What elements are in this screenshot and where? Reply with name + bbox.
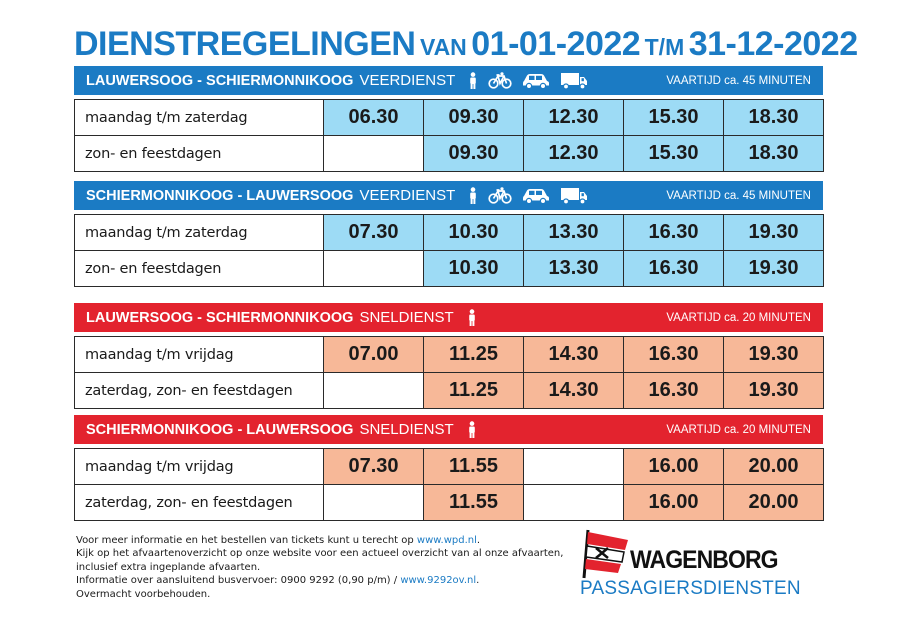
departure-time: 20.00: [724, 449, 824, 485]
service-type: VEERDIENST: [359, 72, 456, 89]
person-icon: [468, 187, 478, 204]
bicycle-icon: [488, 187, 512, 204]
departure-time: 11.55: [424, 449, 524, 485]
departure-time: 19.30: [724, 215, 824, 251]
departure-time: 09.30: [424, 136, 524, 172]
wpd-link[interactable]: www.wpd.nl: [416, 535, 477, 546]
route-banner: [74, 415, 823, 444]
truck-icon: [560, 72, 588, 90]
wagenborg-logo: [578, 524, 801, 604]
empty-cell: [524, 485, 624, 521]
departure-time: 07.00: [324, 337, 424, 373]
departure-time: 10.30: [424, 215, 524, 251]
departure-time: 16.30: [624, 251, 724, 287]
departure-time: 20.00: [724, 485, 824, 521]
route-banner: [74, 181, 823, 210]
departure-time: 07.30: [324, 449, 424, 485]
flag-icon: [578, 526, 638, 580]
days-label: zaterdag, zon- en feestdagen: [75, 373, 324, 409]
timetable: [74, 448, 824, 521]
departure-time: 18.30: [724, 136, 824, 172]
days-label: maandag t/m vrijdag: [75, 337, 324, 373]
table-row: [75, 337, 824, 373]
footer-text: .: [476, 535, 481, 546]
transport-icons: [463, 187, 593, 205]
departure-time: 13.30: [524, 251, 624, 287]
title-main: DIENSTREGELINGEN: [74, 25, 416, 63]
title-to-date: 31-12-2022: [688, 25, 858, 63]
departure-time: 16.30: [624, 337, 724, 373]
departure-time: 16.30: [624, 373, 724, 409]
person-icon: [467, 421, 477, 438]
departure-time: 19.30: [724, 373, 824, 409]
departure-time: 06.30: [324, 100, 424, 136]
sailing-time: VAARTIJD ca. 45 MINUTEN: [666, 74, 811, 87]
departure-time: 12.30: [524, 100, 624, 136]
departure-time: 12.30: [524, 136, 624, 172]
empty-cell: [524, 449, 624, 485]
departure-time: 16.00: [624, 485, 724, 521]
departure-time: 15.30: [624, 100, 724, 136]
footer-text: .: [476, 575, 480, 587]
person-icon: [467, 309, 477, 326]
service-type: VEERDIENST: [359, 187, 456, 204]
departure-time: 16.30: [624, 215, 724, 251]
transport-icons: [462, 309, 482, 326]
departure-time: 11.25: [424, 337, 524, 373]
table-row: [75, 485, 824, 521]
title-to-word: T/M: [644, 34, 685, 60]
days-label: maandag t/m zaterdag: [75, 100, 324, 136]
days-label: zon- en feestdagen: [75, 251, 324, 287]
table-row: [75, 251, 824, 287]
table-row: [75, 100, 824, 136]
logo-brand: WAGENBORG: [630, 546, 778, 574]
bicycle-icon: [488, 72, 512, 89]
departure-time: 19.30: [724, 251, 824, 287]
days-label: zon- en feestdagen: [75, 136, 324, 172]
footer-line-3: inclusief extra ingeplande afvaarten.: [76, 561, 261, 573]
9292ov-link[interactable]: www.9292ov.nl: [400, 575, 477, 587]
route-banner: [74, 303, 823, 332]
days-label: maandag t/m zaterdag: [75, 215, 324, 251]
departure-time: 13.30: [524, 215, 624, 251]
title-from-word: VAN: [419, 34, 467, 60]
days-label: zaterdag, zon- en feestdagen: [75, 485, 324, 521]
route-name: SCHIERMONNIKOOG - LAUWERSOOG: [86, 421, 354, 438]
table-row: [75, 215, 824, 251]
car-icon: [522, 187, 550, 204]
car-icon: [522, 72, 550, 89]
departure-time: 16.00: [624, 449, 724, 485]
logo-subtitle: PASSAGIERSDIENSTEN: [580, 578, 801, 599]
departure-time: 07.30: [324, 215, 424, 251]
transport-icons: [463, 72, 593, 90]
timetable: [74, 99, 824, 172]
service-type: SNELDIENST: [359, 309, 454, 326]
truck-icon: [560, 187, 588, 205]
sailing-time: VAARTIJD ca. 45 MINUTEN: [666, 189, 811, 202]
route-banner: [74, 66, 823, 95]
empty-cell: [324, 485, 424, 521]
departure-time: 11.55: [424, 485, 524, 521]
empty-cell: [324, 251, 424, 287]
timetable: [74, 336, 824, 409]
departure-time: 19.30: [724, 337, 824, 373]
departure-time: 14.30: [524, 373, 624, 409]
departure-time: 15.30: [624, 136, 724, 172]
footer-line-2: Kijk op het afvaartenoverzicht op onze website voor een actueel overzicht van al onze afvaarten,: [76, 548, 564, 560]
footer-line-1: [76, 534, 576, 547]
departure-time: 11.25: [424, 373, 524, 409]
route-name: SCHIERMONNIKOOG - LAUWERSOOG: [86, 187, 354, 204]
days-label: maandag t/m vrijdag: [75, 449, 324, 485]
footer-text: Voor meer informatie en het bestellen van tickets kunt u terecht op: [76, 535, 417, 546]
route-name: LAUWERSOOG - SCHIERMONNIKOOG: [86, 309, 354, 326]
timetable: [74, 214, 824, 287]
departure-time: 14.30: [524, 337, 624, 373]
sailing-time: VAARTIJD ca. 20 MINUTEN: [666, 311, 811, 324]
table-row: [75, 373, 824, 409]
footer-text: Informatie over aansluitend busvervoer: 0900 9292 (0,90 p/m) /: [76, 575, 401, 587]
person-icon: [468, 72, 478, 89]
transport-icons: [462, 421, 482, 438]
route-name: LAUWERSOOG - SCHIERMONNIKOOG: [86, 72, 354, 89]
table-row: [75, 136, 824, 172]
footer-line-5: Overmacht voorbehouden.: [76, 588, 211, 600]
footer-info: [76, 534, 576, 601]
empty-cell: [324, 136, 424, 172]
departure-time: 09.30: [424, 100, 524, 136]
title-from-date: 01-01-2022: [471, 25, 641, 63]
footer-line-4: [76, 574, 576, 587]
departure-time: 10.30: [424, 251, 524, 287]
table-row: [75, 449, 824, 485]
empty-cell: [324, 373, 424, 409]
service-type: SNELDIENST: [359, 421, 454, 438]
departure-time: 18.30: [724, 100, 824, 136]
sailing-time: VAARTIJD ca. 20 MINUTEN: [666, 423, 811, 436]
